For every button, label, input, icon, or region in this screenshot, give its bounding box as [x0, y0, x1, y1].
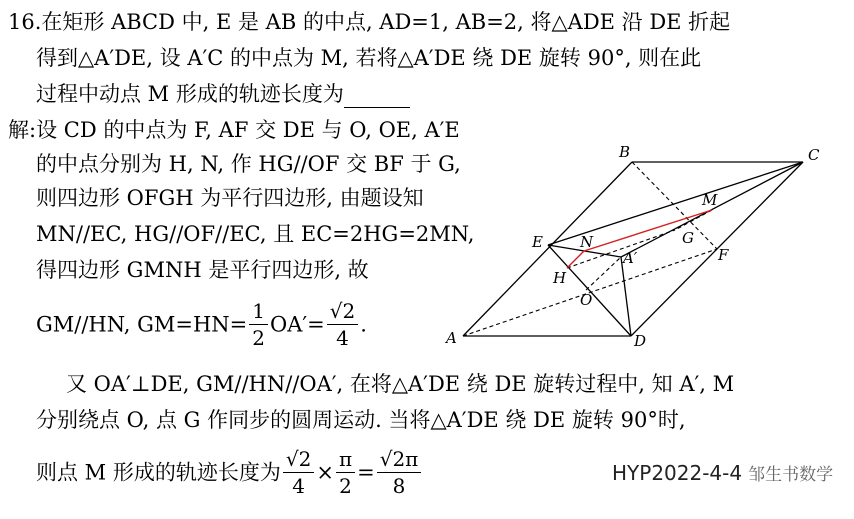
- problem-line-3: [36, 80, 410, 108]
- solution-line-5: 得四边形 GMNH 是平行四边形, 故: [36, 258, 369, 282]
- fraction-denominator: 4: [336, 326, 349, 350]
- l6-prefix: GM//HN, GM=HN=: [36, 312, 248, 337]
- solution-line-4: MN//EC, HG//OF//EC, 且 EC=2HG=2MN,: [36, 222, 475, 246]
- label-A: A: [446, 329, 457, 347]
- label-N: N: [580, 233, 594, 251]
- watermark: [612, 460, 833, 485]
- l6-period: .: [360, 312, 367, 337]
- watermark-code: HYP2022-4-4: [612, 461, 743, 485]
- solution-line-2: 的中点分别为 H, N, 作 HG//OF 交 BF 于 G,: [36, 152, 461, 176]
- fraction-numerator: √2: [327, 298, 358, 325]
- label-D: D: [634, 332, 647, 350]
- fraction-numerator: √2: [283, 446, 314, 473]
- fraction-denominator: 4: [292, 474, 305, 498]
- fraction-numerator: π: [336, 446, 355, 473]
- times-sign: ×: [316, 460, 334, 485]
- fraction-one-half: [249, 298, 268, 351]
- edge-A-prime-C: [621, 162, 803, 257]
- solution-line-3: 则四边形 OFGH 为平行四边形, 由题设知: [36, 186, 424, 210]
- label-M: M: [702, 191, 718, 209]
- solution-line-1: 解:设 CD 的中点为 F, AF 交 DE 与 O, OE, A′E: [8, 118, 460, 142]
- solution-line-7: 又 OA′⊥DE, GM//HN//OA′, 在将△A′DE 绕 DE 旋转过程中, 知 A′, M: [66, 372, 735, 396]
- label-G: G: [682, 229, 694, 247]
- solution-line-9: [36, 446, 423, 499]
- solution-line-8: 分别绕点 O, 点 G 作同步的圆周运动. 当将△A′DE 绕 DE 旋转 90°时,: [36, 408, 686, 432]
- label-F: F: [718, 246, 729, 264]
- geometry-figure: [440, 140, 840, 355]
- fraction-numerator: 1: [249, 298, 268, 325]
- label-O: O: [580, 291, 593, 309]
- label-B: B: [619, 143, 631, 161]
- problem-line-3-text: 过程中动点 M 形成的轨迹长度为: [36, 82, 344, 106]
- l9-prefix: 则点 M 形成的轨迹长度为: [36, 460, 281, 485]
- solution-line-6: [36, 298, 367, 351]
- fraction-numerator: √2π: [377, 446, 422, 473]
- problem-line-1: 16.在矩形 ABCD 中, E 是 AB 的中点, AD=1, AB=2, 将△ADE 沿 DE 折起: [8, 10, 731, 34]
- label-A-prime: A′: [623, 249, 638, 267]
- label-E: E: [532, 233, 543, 251]
- fraction-denominator: 2: [252, 326, 266, 350]
- edge-A-prime-D: [621, 257, 631, 336]
- problem-line-2: 得到△A′DE, 设 A′C 的中点为 M, 若将△A′DE 绕 DE 旋转 90°, 则在此: [36, 46, 702, 70]
- fraction-root2pi-over-8: [377, 446, 422, 499]
- l6-middle: OA′=: [270, 312, 325, 337]
- label-H: H: [553, 269, 567, 287]
- fraction-denominator: 2: [339, 474, 352, 498]
- fraction-root2-over-4-b: [283, 446, 314, 499]
- fraction-root2-over-4: [327, 298, 358, 351]
- watermark-account: 邹生书数学: [748, 465, 834, 485]
- label-C: C: [808, 146, 820, 164]
- fraction-denominator: 8: [392, 474, 406, 498]
- answer-blank: [344, 85, 410, 108]
- dashed-OA-prime: [586, 257, 621, 290]
- fraction-pi-over-2: [336, 446, 355, 499]
- equals-sign: =: [357, 460, 375, 485]
